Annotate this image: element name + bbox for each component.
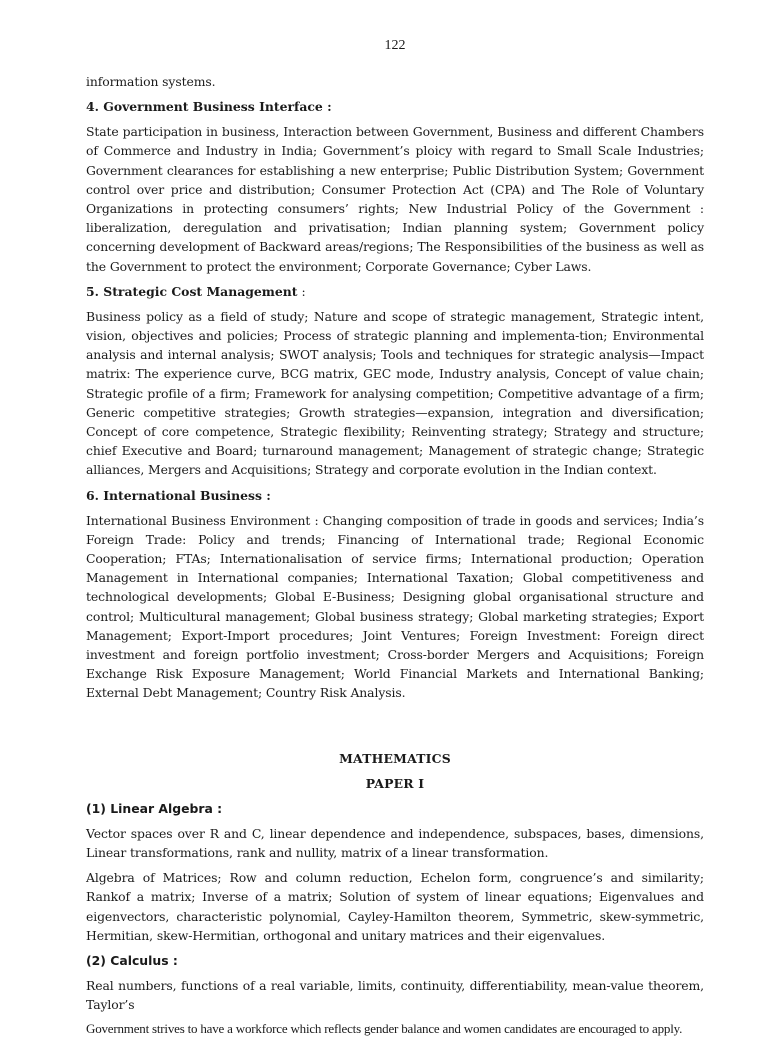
subsection-heading-linear-algebra: (1) Linear Algebra : bbox=[86, 800, 223, 816]
subject-title: MATHEMATICS bbox=[339, 750, 451, 766]
heading-colon: : bbox=[297, 283, 306, 299]
section-spacer bbox=[86, 709, 704, 749]
section-body-strategic-cost-management: Business policy as a field of study; Nature and scope of strategic management, Strategic intent, vision, objectives and policies; Process of strategic planning and implementa-tion; Environmental analysis and internal analysis; SWOT analysis; Tools and techniques for strategic analysis—Impact matrix: The experience curve, BCG matrix, GEC mode, Industry analysis, Concept of value chain; Strategic profile of a firm; Framework for analysing competition; Competitive advantage of a firm; Generic competitive strategies; Growth strategies—expansion, integration and diversification; Concept of core competence, Strategic flexibility; Reinventing strategy; Strategy and structure; chief Executive and Board; turnaround management; Management of strategic change; Strategic alliances, Mergers and Acquisitions; Strategy and corporate evolution in the Indian context. bbox=[86, 308, 704, 478]
heading-text: 5. Strategic Cost Management bbox=[86, 283, 298, 299]
intro-fragment: information systems. bbox=[86, 74, 216, 89]
calculus-paragraph-1: Real numbers, functions of a real variable, limits, continuity, differentiability, mean-value theorem, Taylor’s bbox=[86, 977, 704, 1013]
linear-algebra-paragraph-1: Vector spaces over R and C, linear dependence and independence, subspaces, bases, dimensions, Linear transformations, rank and nullity, matrix of a linear transformation. bbox=[86, 825, 704, 860]
subsection-heading-calculus: (2) Calculus : bbox=[86, 952, 178, 968]
section-body-government-business-interface: State participation in business, Interaction between Government, Business and different Chambers of Commerce and Industry in India; Government’s ploicy with regard to Small Scale Industries; Government clearances for establishing a new enterprise; Public Distribution System; Government control over price and distribution; Consumer Protection Act (CPA) and The Role of Voluntary Organizations in protecting consumers’ rights; New Industrial Policy of the Government : liberalization, deregulation and privatisation; Indian planning system; Government policy concerning development of Backward areas/regions; The Responsibilities of the business as well as the Government to protect the environment; Corporate Governance; Cyber Laws. bbox=[86, 124, 704, 274]
paper-title: PAPER I bbox=[365, 775, 425, 791]
footer-note: Government strives to have a workforce which reflects gender balance and women candidates are encouraged to apply. bbox=[86, 1021, 683, 1037]
section-heading-international-business: 6. International Business : bbox=[86, 487, 271, 503]
section-heading-strategic-cost-management bbox=[86, 282, 704, 301]
section-body-international-business: International Business Environment : Changing composition of trade in goods and services; India’s Foreign Trade: Policy and trends; Financing of International trade; Regional Economic Cooperation; FTAs; Internationalisation of service firms; International production; Operation Management in International companies; International Taxation; Global competitiveness and technological developments; Global E-Business; Designing global organisational structure and control; Multicultural management; Global business strategy; Global marketing strategies; Export Management; Export-Import procedures; Joint Ventures; Foreign Investment: Foreign direct investment and foreign portfolio investment; Cross-border Mergers and Acquisitions; Foreign Exchange Risk Exposure Management; World Financial Markets and International Banking; External Debt Management; Country Risk Analysis. bbox=[86, 512, 704, 701]
page-number: 122 bbox=[384, 38, 406, 53]
linear-algebra-paragraph-2: Algebra of Matrices; Row and column reduction, Echelon form, congruence’s and similarity; Rankof a matrix; Inverse of a matrix; Solution of system of linear equations; Eigenvalues and eigenvectors, characteristic polynomial, Cayley-Hamilton theorem, Symmetric, skew-symmetric, Hermitian, skew-Hermitian, orthogonal and unitary matrices and their eigenvalues. bbox=[86, 870, 704, 943]
document-page bbox=[86, 38, 704, 1037]
section-heading-government-business-interface: 4. Government Business Interface : bbox=[86, 99, 332, 115]
